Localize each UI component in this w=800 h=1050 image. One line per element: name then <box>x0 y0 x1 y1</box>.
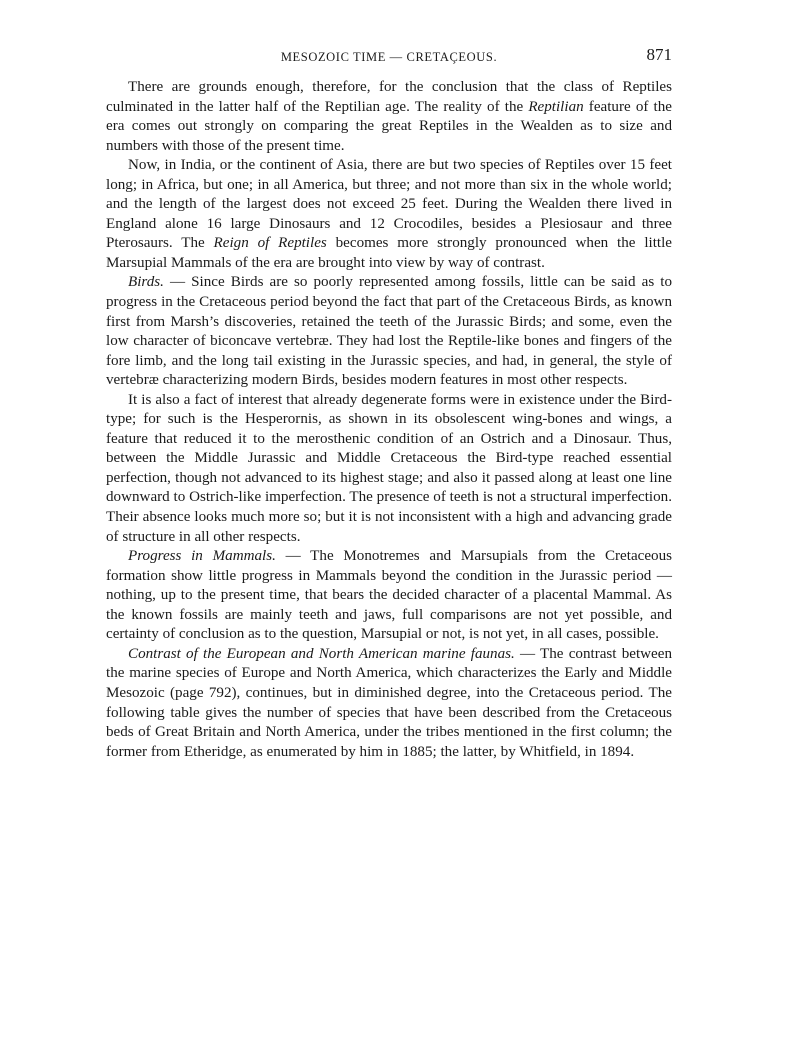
running-title: MESOZOIC TIME — CRETAÇEOUS. <box>280 50 498 64</box>
paragraph-degenerate-forms <box>106 391 672 547</box>
paragraph-text: — Since Birds are so poorly represented among fossils, little can be said as to progress in the Cretaceous period beyond the fact that part of the Cretaceous Birds, as known first from Marsh’s discoveries, retained the teeth of the Jurassic Birds; and some, even the low character of biconcave vertebræ. They had lost the Reptile-like bones and fingers of the fore limb, and the long tail existing in the Jurassic species, and had, in general, the style of vertebræ characterizing modern Birds, besides modern features in most other respects. <box>106 274 672 389</box>
paragraph-text: Now, in India, or the continent of Asia, there are but two species of Reptiles over 15 feet long; in Africa, but one; in all America, but three; and not more than six in the whole world; and the length of the largest does not exceed 25 feet. During the Wealden there lived in England alone 16 large Dinosaurs and 12 Crocodiles, besides a Plesiosaur and three Pterosaurs. The <box>106 157 672 252</box>
paragraph-text: It is also a fact of interest that already degenerate forms were in existence under the Bird-type; for such is the Hesperornis, as shown in its obsolescent wing-bones and wings, a feature that reduced it to the merosthenic condition of an Ostrich and a Dinosaur. Thus, between the Middle Jurassic and Middle Cretaceous the Bird-type reached essential perfection, though not advanced to its highest stage; and also it passed along at least one line downward to Ostrich-like imperfection. The presence of teeth is not a structural imperfection. Their absence looks much more so; but it is not inconsistent with a high and advancing grade of structure in all other respects. <box>106 391 672 545</box>
paragraph-reptile-sizes <box>106 156 672 273</box>
page-number: 871 <box>646 45 672 64</box>
paragraph-text: — The contrast between the marine species of Europe and North America, which characterizes the Early and Middle Mesozoic (page 792), continues, but in diminished degree, into the Cretaceous period. The following table gives the number of species that have been described from the Cretaceous beds of Great Britain and North America, under the tribes mentioned in the first column; the former from Etheridge, as enumerated by him in 1885; the latter, by Whitfield, in 1894. <box>106 645 672 760</box>
body-text <box>106 78 672 762</box>
paragraph-reptilian-age <box>106 78 672 156</box>
paragraph-text: feature of the era comes out strongly on comparing the great Reptiles in the Wealden as to size and numbers with those of the present time. <box>106 98 672 154</box>
paragraph-birds <box>106 273 672 390</box>
paragraph-text: — The Monotremes and Marsupials from the Cretaceous formation show little progress in Mammals beyond the condition in the Jurassic period — nothing, up to the present time, that bears the decided character of a placental Mammal. As the known fossils are mainly teeth and jaws, full comparisons are not yet possible, and certainty of conclusion as to the question, Marsupial or not, is not yet, in all cases, possible. <box>106 548 673 643</box>
paragraph-marine-faunas <box>106 645 672 762</box>
paragraph-text: There are grounds enough, therefore, for the conclusion that the class of Reptiles culminated in the latter half of the Reptilian age. The reality of the <box>106 79 672 115</box>
paragraph-mammals <box>106 547 672 645</box>
italic-term: Reptilian <box>528 98 584 115</box>
section-lead-in: Progress in Mammals. <box>128 548 276 565</box>
section-lead-in: Contrast of the European and North American marine faunas. <box>128 645 515 662</box>
paragraph-text: becomes more strongly pronounced when the little Marsupial Mammals of the era are brought into view by way of contrast. <box>106 235 672 271</box>
italic-term: Reign of Reptiles <box>213 235 327 252</box>
section-lead-in: Birds. <box>128 274 164 291</box>
book-page <box>106 40 672 762</box>
running-head <box>106 40 672 70</box>
